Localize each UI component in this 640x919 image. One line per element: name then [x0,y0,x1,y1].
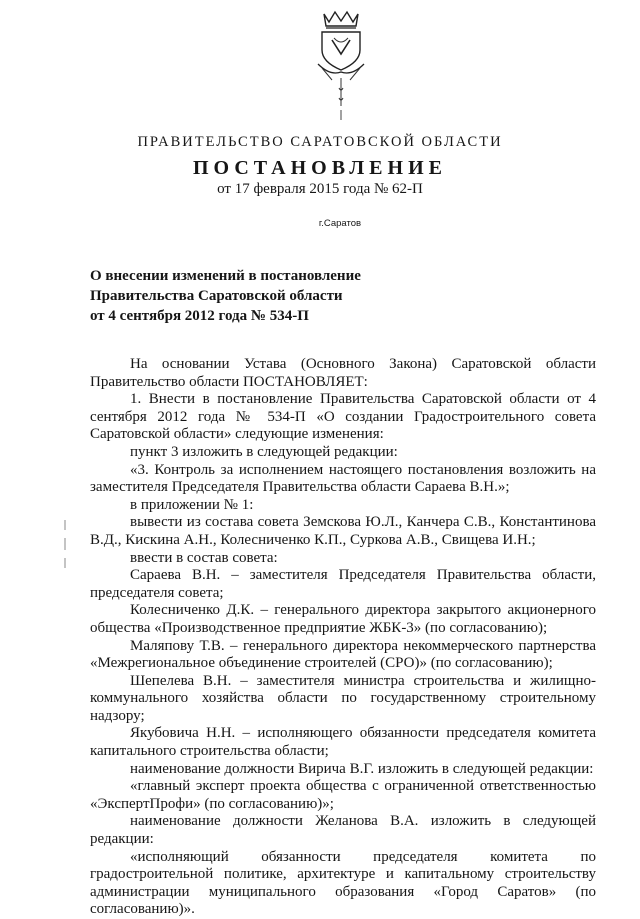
body-paragraph: наименование должности Желанова В.А. изложить в следующей редакции: [90,813,596,848]
subject-line: О внесении изменений в постановление [90,268,361,284]
body-paragraph: «исполняющий обязанности председателя комитета по градостроительной политике, архитектуре и капитальному строительству администрации муниципального образования «Город Саратов» (по согласованию)». [90,848,596,918]
document-type: ПОСТАНОВЛЕНИЕ [193,157,447,179]
body-paragraph: вывести из состава совета Земскова Ю.Л., Канчера С.В., Константинова В.Д., Кискина А.Н., Колесниченко К.П., Суркова А.В., Свищева И.Н.; [90,514,596,548]
body-paragraph: пункт 3 изложить в следующей редакции: [130,443,398,460]
body-paragraph: Колесниченко Д.К. – генерального директора закрытого акционерного общества «Производственное предприятие ЖБК-3» (по согласованию); [90,602,596,636]
document-date-number: от 17 февраля 2015 года № 62-П [217,181,423,197]
government-name: ПРАВИТЕЛЬСТВО САРАТОВСКОЙ ОБЛАСТИ [137,134,503,150]
subject-line: Правительства Саратовской области [90,288,343,304]
body-paragraph: Маляпову Т.В. – генерального директора некоммерческого партнерства «Межрегиональное объединение строителей (СРО)» (по согласованию); [90,637,596,672]
document-body [90,356,596,919]
coat-of-arms-icon [310,6,372,130]
body-paragraph: 1. Внести в постановление Правительства Саратовской области от 4 сентября 2012 года № 534-П «О создании Градостроительного совета Саратовской области» следующие изменения: [90,391,596,443]
body-paragraph: На основании Устава (Основного Закона) Саратовской области Правительство области ПОСТАНОВЛЯЕТ: [90,356,596,390]
document-city: г.Саратов [318,218,362,229]
subject-line: от 4 сентября 2012 года № 534-П [90,308,309,324]
body-paragraph: наименование должности Вирича В.Г. изложить в следующей редакции: [130,760,594,777]
margin-mark [63,520,67,570]
body-paragraph: ввести в состав совета: [130,549,278,566]
body-paragraph: в приложении № 1: [130,496,254,513]
body-paragraph: Якубовича Н.Н. – исполняющего обязанности председателя комитета капитального строительства области; [90,725,596,760]
body-paragraph: Шепелева В.Н. – заместителя министра строительства и жилищно-коммунального хозяйства области по государственному строительному надзору; [90,672,596,724]
body-paragraph: «главный эксперт проекта общества с ограниченной ответственностью «ЭкспертПрофи» (по согласованию)»; [90,778,596,812]
body-paragraph: Сараева В.Н. – заместителя Председателя Правительства области, председателя совета; [90,567,596,601]
body-paragraph: «3. Контроль за исполнением настоящего постановления возложить на заместителя Председателя Правительства области Сараева В.Н.»; [90,461,596,496]
document-subject [90,266,420,326]
